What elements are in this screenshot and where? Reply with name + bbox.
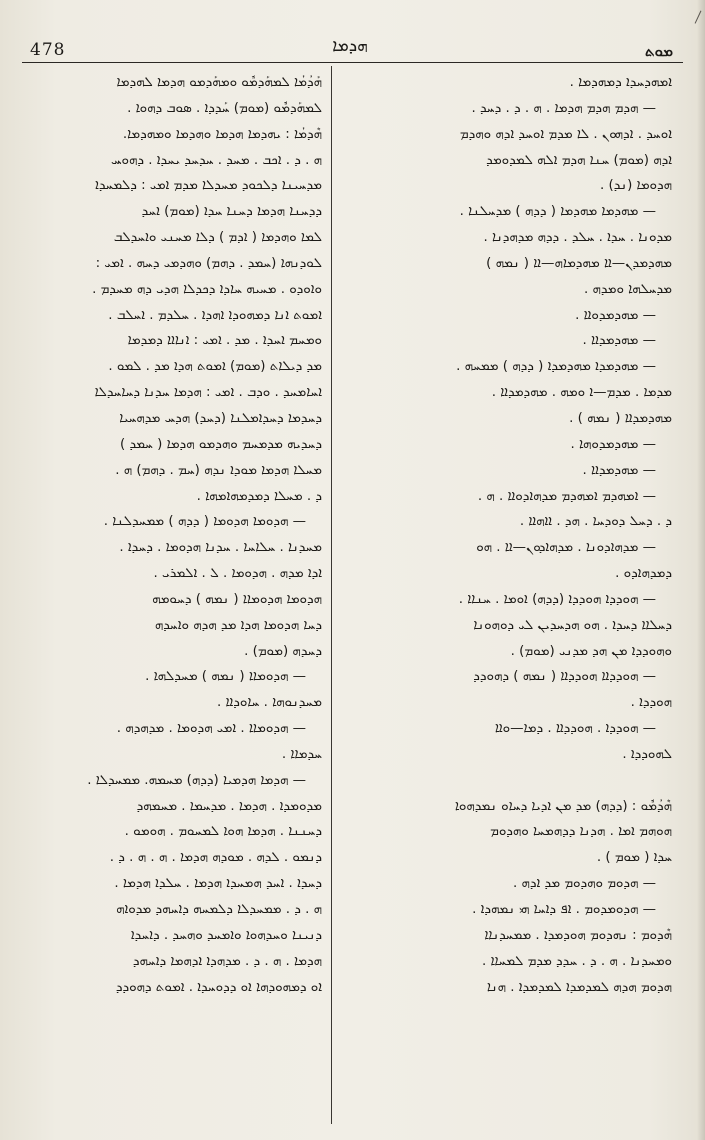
text-line: ܕ . ܡܚܠܐ ܕܡܕܡܗܐܡܗܐ .: [196, 488, 322, 504]
text-line: — ܗܕܘܡܐܐ . ܐܡܝ ܗܕܘܡܐ . ܡܕܗܕܗ .: [116, 721, 306, 737]
text-line: ܡܕܡܐ . ܡܕܡ—ܐ ܘܡܗ . ܡܗܕܡܕܐܐ .: [491, 385, 672, 401]
text-line: ܗܘܗܡ ܐܡܐ . ܗܕܢܐ ܕܕܗܡܚܐ ܘܗܕܘܡ: [490, 824, 672, 840]
text-line: — ܗܕܡܐ ܗܕܡܝܐ (ܕܕܗ) ܡܚܡܗ. ܡܡܚܕܠܐ .: [87, 772, 306, 788]
page-header: [0, 30, 705, 60]
text-line: ܡܗܕܡܕܐܐ ( ܢܡܗ ) .: [569, 410, 672, 426]
text-line: ܡܗܕܡܕܢ—ܐܐ ܡܗܕܡܐܗ—ܐܐ ( ܢܡܗ ): [486, 255, 672, 271]
text-line: ܘܐܘܕܘ . ܡܚܝܗ ܚܐܕܐ ܕܟܕܠܐ ܗܕܝ ܕܗ ܡܚܕܡ .: [92, 281, 322, 297]
text-line: ܠܗܘܕܕܐ .: [622, 746, 672, 762]
running-head-word: ܡܘܬ: [645, 42, 673, 60]
text-line: — ܗܘܕܕܐܐ ܗܘܕܕܐܐ ( ܢܡܗ ) ܕܗܘܕܕ: [473, 669, 656, 685]
text-line: ܗ . ܕ . ܡܡܚܕܠܐ ܕܠܡܚܗ ܕܐܚܗܕ ܡܕܘܐܗ: [116, 902, 322, 917]
text-line: — ܗܘܕܕܐ ܗܘܕܕܐ (ܕܕܗ) ܐܘܡܐ . ܚܢܐܐ .: [458, 591, 656, 607]
text-line: ܗܕܘܡܐ ܗܕܘܡܐܐ ( ܢܡܗ ) ܕܚܘܡܗ: [152, 591, 322, 607]
text-line: — ܗܕܘܡܐ ܗܕܘܡܐ ( ܕܕܗ ) ܡܡܚܕܠܢܐ .: [103, 514, 306, 530]
header-rule: [22, 62, 683, 63]
text-line: — ܗܕܘܡܐܐ ( ܢܡܗ ) ܡܚܕܠܗܐ .: [145, 669, 306, 685]
text-line: ܕ . ܕܚܠ ܕܘܕܚܐ . ܗܕ . ܐܐܗܐܐ .: [519, 514, 672, 530]
text-line: — ܡܗܕܡܕܐ ܡܗܕܡܕܐ ( ܕܕܗ ) ܡܡܚܗ .: [456, 359, 656, 375]
text-line: ܕܚܐ ܗܕܘܡܐ ܗܕܐ ܡܕ ܗܕܗ ܘܐܚܕܗ: [154, 617, 322, 633]
text-line: ܕܚܕܗ (ܡܘܡ) .: [244, 643, 322, 659]
right-column: [342, 70, 672, 1000]
text-line: ܗܶܕܘܡ : ܢܗܕܘܡ ܗܘܕܡܕܐ . ܡܡܚܕܢܐܐ: [484, 927, 672, 943]
text-line: ܡܕܘܡܕܐ . ܗܕܡܐ . ܡܕܚܡܐ . ܡܚܡܗܕ: [136, 798, 322, 814]
text-line: — ܗܕܘܡ ܘܗܕܘܡ ܡܕ ܐܕܗ .: [512, 876, 656, 892]
text-line: ܕܡܕܗܐܕܘ .: [615, 566, 672, 582]
text-line: ܡܕܚܠܗܐ ܘܡܕܗ .: [584, 281, 672, 297]
page-edge-shadow: [697, 0, 705, 1140]
text-line: ܐܕܗ (ܡܘܡ) ܚܢܐ ܗܕܡ ܐܠܗ ܠܡܕܘܡܕ: [486, 152, 672, 168]
text-line: ܡܕ ܕܝܠܐܬ (ܡܘܡ) ܐܡܘܬ ܗܕܐ ܡܕ . ܠܡܘ .: [108, 359, 322, 375]
text-line: ܡܕܘܢܐ . ܚܕܐ . ܚܠܕ . ܕܕܗ ܡܕܗܕܢܐ .: [483, 230, 672, 246]
text-line: ܕܢܡܘ . ܠܕܗ . ܡܘܕܗ ܗܕܡܐ . ܗ . ܗ . ܕ .: [109, 850, 322, 866]
text-line: ܚܕܐ ( ܡܘܡ ) .: [596, 850, 672, 866]
text-line: ܘܡܚܡ ܐܚܕܐ . ܡܕ . ܐܡܝ : ܐܢܐܐܐ ܕܡܕܡܐ: [127, 333, 322, 349]
text-line: — ܡܗܕܡܐ ܡܗܕܡܐ ( ܕܕܗ ) ܡܕܚܠܢܐ .: [459, 204, 656, 220]
text-line: — ܗܕܘܡܕܘܡ . ܐܦ ܕܐܚܐ ܗܝ ܢܡܗܕܐ .: [472, 902, 656, 917]
text-line: ܗܶܕܡܳܐ : ܝܗܕܡܐ ܗܕܡܐ ܘܗܕܡܐ ܘܡܗܕܡܐ.: [122, 126, 322, 142]
text-line: — ܗܘܕܕܐ . ܗܘܕܕܐܐ . ܕܡܐ—ܘܐܐ: [494, 721, 656, 737]
text-line: ܗܕܘܡ ܗܕܗ ܠܡܕܡܕܐ ܠܡܕܡܕܐ . ܗܢܐ: [486, 979, 672, 995]
text-line: ܠܡܐ ܘܗܕܡܐ ( ܐܕܡ ) ܕܠܐ ܡܚܢܝ ܘܐܚܕܠܒ: [113, 230, 322, 246]
text-line: ܕܚܢܢܐ . ܗܕܡܐ ܗܘܐ ܠܡܚܘܡ . ܗܘܡܘ .: [124, 824, 322, 840]
text-line: ܕܢܝܢܐ ܘܚܕܗܘܐ ܘܐܡܚܕ ܘܗܚܕ . ܕܐܚܕܐ: [130, 927, 322, 943]
text-line: ܚܕܡܐܐ .: [281, 746, 322, 762]
text-line: ܐܘ ܕܡܗܘܕܗܐ ܐܘ ܕܕܘܚܕܐ . ܐܡܘܬ ܕܗܘܕܕ: [115, 979, 322, 995]
text-line: ܕܕܚܢܐ ܗܕܡܐ ܕܚܢܐ ܚܕܐ (ܡܘܡ) ܐܚܕ: [141, 204, 322, 220]
text-line: — ܡܗܕܡܕܘܗܐ .: [570, 436, 656, 452]
text-line: ܐܡܘܬ ܐܢܐ ܕܡܗܘܕܐ ܐܗܕܐ . ܚܠܕܡ . ܐܚܠܒ .: [108, 307, 322, 323]
page-number: 478: [30, 40, 66, 60]
text-line: ܕܚܕܝܗ ܡܕܡܚܡ ܘܗܕܡܘ ܗܕܡܐ ( ܚܡܕ ): [120, 436, 322, 452]
text-line: ܐܚܐܡܚܕ . ܘܕܒ . ܐܡܝ : ܗܕܡܐ ܚܕܢܐ ܕܚܐܚܕܠܐ: [94, 385, 322, 401]
text-line: ܠܡܗܰܕܡܽܘ (ܡܘܡ) ܚܰܕܕܐ . ܣܘܒ ܕܗܘܐ .: [127, 100, 322, 116]
text-line: ܠܘܕܢܗܐ (ܚܡܕ . ܕܗܡ) ܘܗܕܡܝ ܕܚܗ . ܐܡܝ :: [95, 255, 322, 271]
text-line: ܐܘܚܕ . ܐܕܗܘܢ . ܠܐ ܡܕܡ ܐܘܚܕ ܐܕܗ ܘܗܕܡ: [459, 126, 672, 142]
text-line: — ܡܗܕܡܕܐܐ .: [582, 333, 656, 349]
text-line: — ܡܗܕܡܕܐܐ .: [582, 462, 656, 478]
text-line: [342, 768, 672, 794]
text-line: ܗ . ܕ . ܐܟܒ . ܡܚܕ . ܚܕܚܕ ܝܚܕܐ . ܕܗܘܚ: [111, 152, 322, 168]
text-line: — ܐܡܗܕܡ ܐܡܗܕܡ ܡܕܗܐܕܘܐܐ . ܗ .: [477, 488, 656, 504]
text-line: — ܡܕܗܐܕܘܢܐ . ܡܕܗܐܕܘܢ—ܐܐ . ܗܘ: [476, 540, 656, 556]
running-title: ܗܕܡܐ: [332, 36, 368, 56]
text-line: ܡܚܕܢܘܗܐ . ܚܐܘܕܐܐ .: [216, 695, 322, 711]
text-line: ܡܕܚܝܢܐ ܕܠܟܘܕ ܡܚܕܠܐ ܡܕܡ ܐܡܝ : ܕܠܡܚܕܐ: [95, 178, 322, 194]
text-line: ܕܚܕܐ . ܐܚܕ ܗܡܚܕܐ ܗܕܡܐ . ܚܠܕܐ ܗܕܡܐ .: [114, 876, 322, 892]
text-line: ܡܚܠܐ ܗܕܡܐ ܡܘܕܐ ܢܕܗ (ܚܡ . ܕܗܡ) ܗ .: [115, 462, 322, 478]
text-line: ܐܕܐ ܡܕܗ . ܗܕܘܡܐ . ܠ . ܐܠܡܪܝ .: [153, 566, 322, 582]
text-line: ܗܶܕܳܡܽܘ : (ܕܕܗ) ܡܕ ܡܢ ܐܕܝܐ ܕܚܐܘ ܢܡܕܗܘܐ: [454, 798, 672, 814]
left-column: [24, 70, 322, 1000]
text-line: ܘܗܘܕܕܐ ܡܢ ܗܕ ܡܕܢܝ (ܡܘܡ) .: [510, 643, 672, 659]
column-divider: [331, 66, 332, 1124]
text-line: ܘܡܚܕܢܐ . ܗ . ܕ . ܚܕܕ ܡܕܡ ܠܡܚܐܐ .: [481, 953, 672, 969]
text-line: — ܗܕܡ ܗܕܡ ܗܕܡܐ . ܗ . ܕ . ܕܚܕ .: [471, 100, 656, 116]
text-line: ܗܕܘܡܐ (ܢܕ) .: [600, 178, 672, 194]
text-line: ܕܚܕܡܐ ܕܚܕܐܡܠܢܐ (ܕܚܕ) ܗܕܚ ܡܕܗܚܝܐ: [119, 410, 322, 426]
text-line: ܗܰܕܳܡܳܐ ܠܡܗܰܕܡܽܘ ܘܡܗܰܕܡܘ ܗܕܡܐ ܠܗܕܡܐ: [116, 75, 322, 90]
text-line: ܐܡܗܕܚܕܐ ܕܡܗܕܡܐ .: [569, 75, 672, 90]
text-line: — ܡܗܕܡܕܘܐܐ .: [575, 307, 656, 323]
text-line: ܗܕܡܐ . ܗ . ܕ . ܡܕܗܕܐ ܐܕܗܡܐ ܕܐܚܗܕ: [132, 953, 322, 969]
text-line: ܕܚܠܐܐ ܕܚܕܐ . ܗܘ ܗܕܚܕܝܢ ܠܝ ܕܘܗܘܢܐ: [473, 617, 672, 633]
text-line: ܡܚܕܢܐ . ܚܠܐܚܐ . ܚܕܢܐ ܗܕܘܡܐ . ܕܚܕܐ .: [119, 540, 322, 556]
text-line: ܗܘܕܕܐ .: [630, 695, 672, 711]
